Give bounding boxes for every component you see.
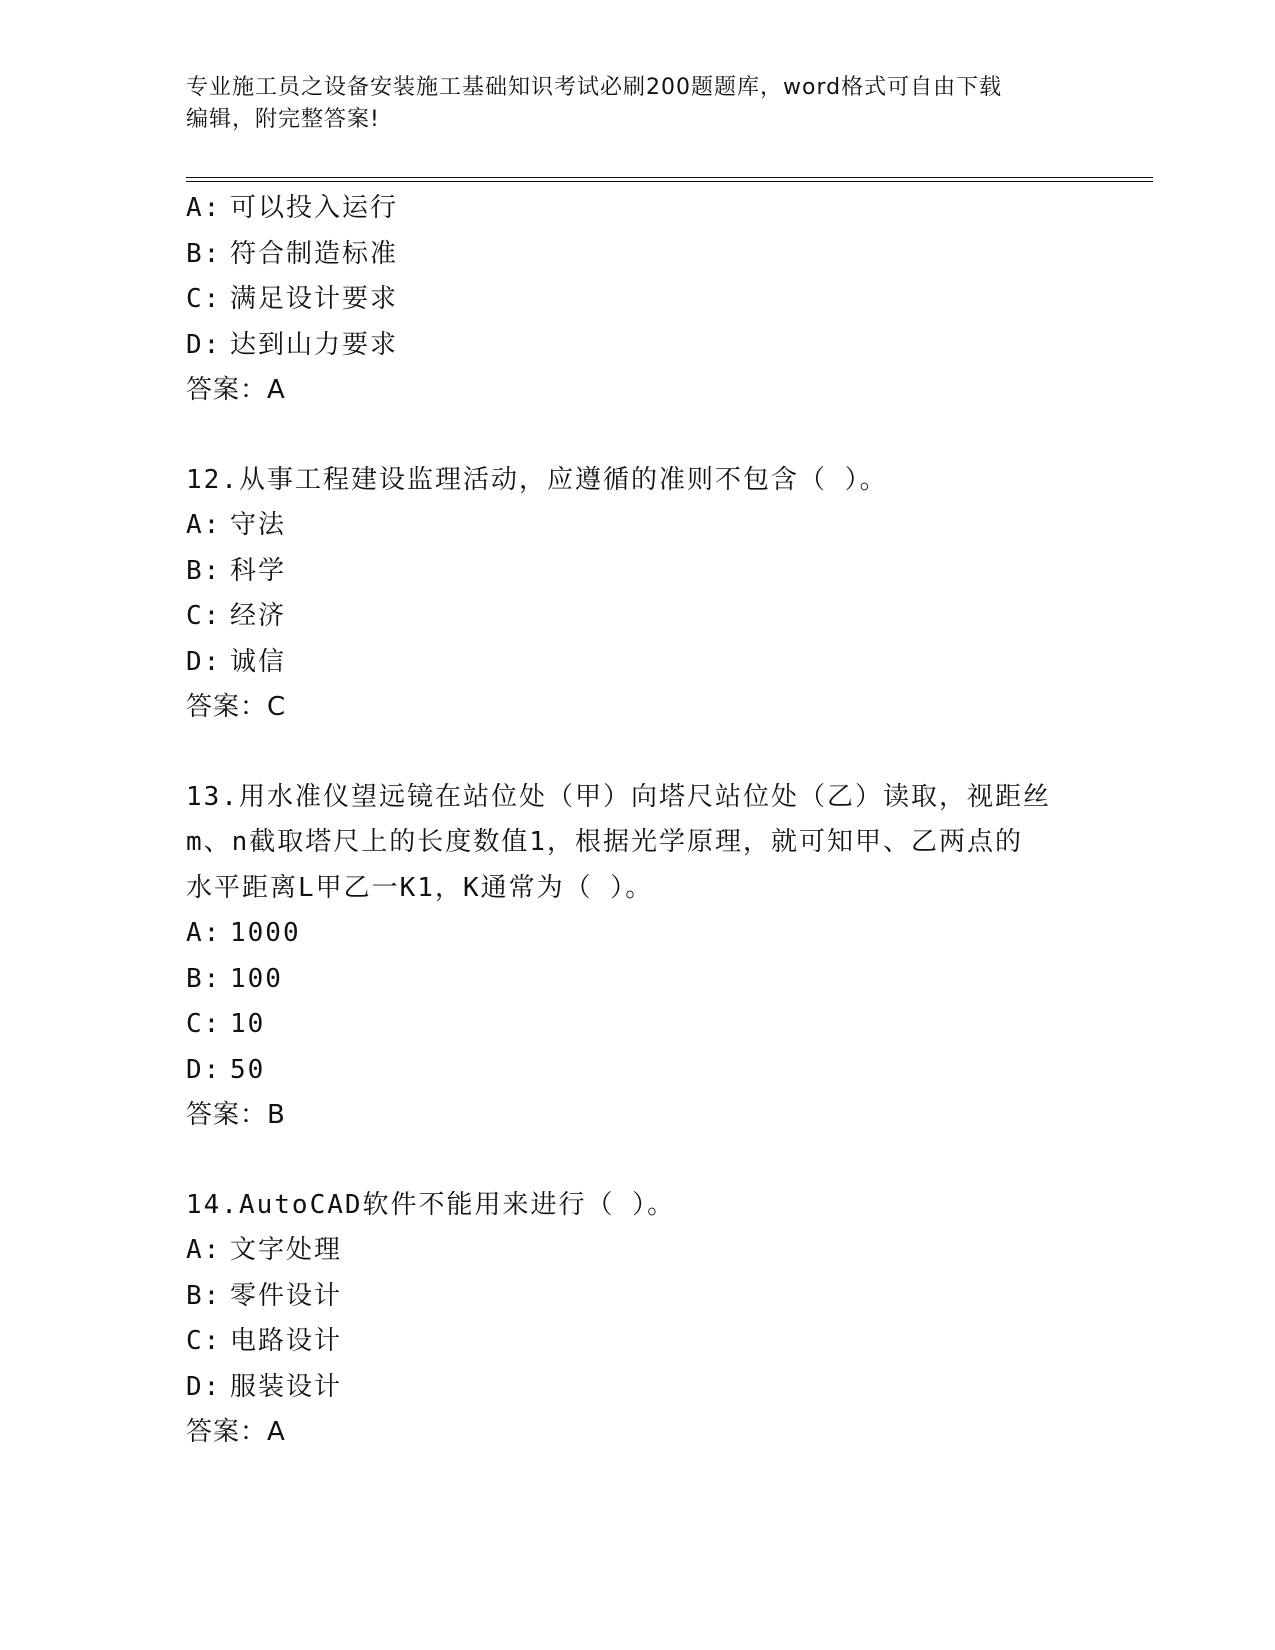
option-text: 零件设计	[230, 1280, 343, 1311]
option-text: 守法	[230, 510, 287, 540]
option-text: 100	[230, 963, 283, 994]
question-stem: 12.从事工程建设监理活动，应遵循的准则不包含（ ）。	[186, 464, 888, 495]
option-a	[186, 1228, 1086, 1274]
option-text: 经济	[230, 601, 287, 631]
option-b	[186, 549, 1086, 595]
option-b	[186, 957, 1086, 1003]
option-letter: B:	[186, 238, 222, 269]
header-line-1: 专业施工员之设备安装施工基础知识考试必刷200题题库，word格式可自由下载	[186, 75, 1003, 100]
option-letter: C:	[186, 284, 222, 314]
option-letter: A:	[186, 510, 222, 540]
option-letter: C:	[186, 1326, 222, 1356]
option-a	[186, 503, 1086, 549]
option-text: 50	[230, 1054, 266, 1085]
option-text: 满足设计要求	[230, 284, 399, 314]
option-d	[186, 323, 1086, 369]
option-letter: B:	[186, 1280, 222, 1311]
option-c	[186, 277, 1086, 323]
document-header	[186, 72, 1086, 136]
option-letter: A:	[186, 1235, 222, 1265]
option-letter: D:	[186, 1371, 222, 1402]
question-stem: m、n截取塔尺上的长度数值1，根据光学原理，就可知甲、乙两点的	[186, 827, 1023, 857]
option-letter: D:	[186, 329, 222, 360]
option-a	[186, 186, 1086, 232]
option-c	[186, 1319, 1086, 1365]
option-letter: A:	[186, 918, 222, 948]
option-letter: D:	[186, 1054, 222, 1085]
question-13	[186, 775, 1086, 1139]
option-letter: B:	[186, 963, 222, 994]
option-text: 科学	[230, 555, 287, 586]
option-a	[186, 911, 1086, 957]
option-letter: D:	[186, 646, 222, 677]
header-line-2: 编辑，附完整答案!	[186, 107, 380, 132]
option-b	[186, 232, 1086, 278]
option-letter: C:	[186, 1009, 222, 1039]
option-text: 服装设计	[230, 1371, 343, 1402]
option-letter: C:	[186, 601, 222, 631]
answer-line: 答案：C	[186, 692, 287, 722]
answer-line: 答案：A	[186, 375, 286, 405]
question-stem: 14.AutoCAD软件不能用来进行（ ）。	[186, 1189, 676, 1220]
option-letter: A:	[186, 193, 222, 223]
answer-line: 答案：A	[186, 1417, 286, 1447]
question-14	[186, 1183, 1086, 1456]
option-c	[186, 594, 1086, 640]
question-list	[186, 186, 1086, 1456]
option-c	[186, 1002, 1086, 1048]
option-text: 诚信	[230, 646, 287, 677]
option-text: 文字处理	[230, 1235, 343, 1265]
option-text: 1000	[230, 918, 301, 948]
option-text: 符合制造标准	[230, 238, 399, 269]
question-stem: 水平距离L甲乙一K1，K通常为（ ）。	[186, 872, 654, 903]
option-d	[186, 1365, 1086, 1411]
header-divider	[186, 177, 1153, 182]
option-text: 可以投入运行	[230, 193, 399, 223]
question-12	[186, 458, 1086, 731]
answer-line: 答案：B	[186, 1100, 286, 1130]
option-d	[186, 640, 1086, 686]
option-text: 电路设计	[230, 1326, 343, 1356]
option-text: 10	[230, 1009, 266, 1039]
question-11	[186, 186, 1086, 414]
option-letter: B:	[186, 555, 222, 586]
question-stem: 13.用水准仪望远镜在站位处（甲）向塔尺站位处（乙）读取，视距丝	[186, 781, 1051, 812]
option-d	[186, 1048, 1086, 1094]
option-b	[186, 1274, 1086, 1320]
option-text: 达到山力要求	[230, 329, 399, 360]
